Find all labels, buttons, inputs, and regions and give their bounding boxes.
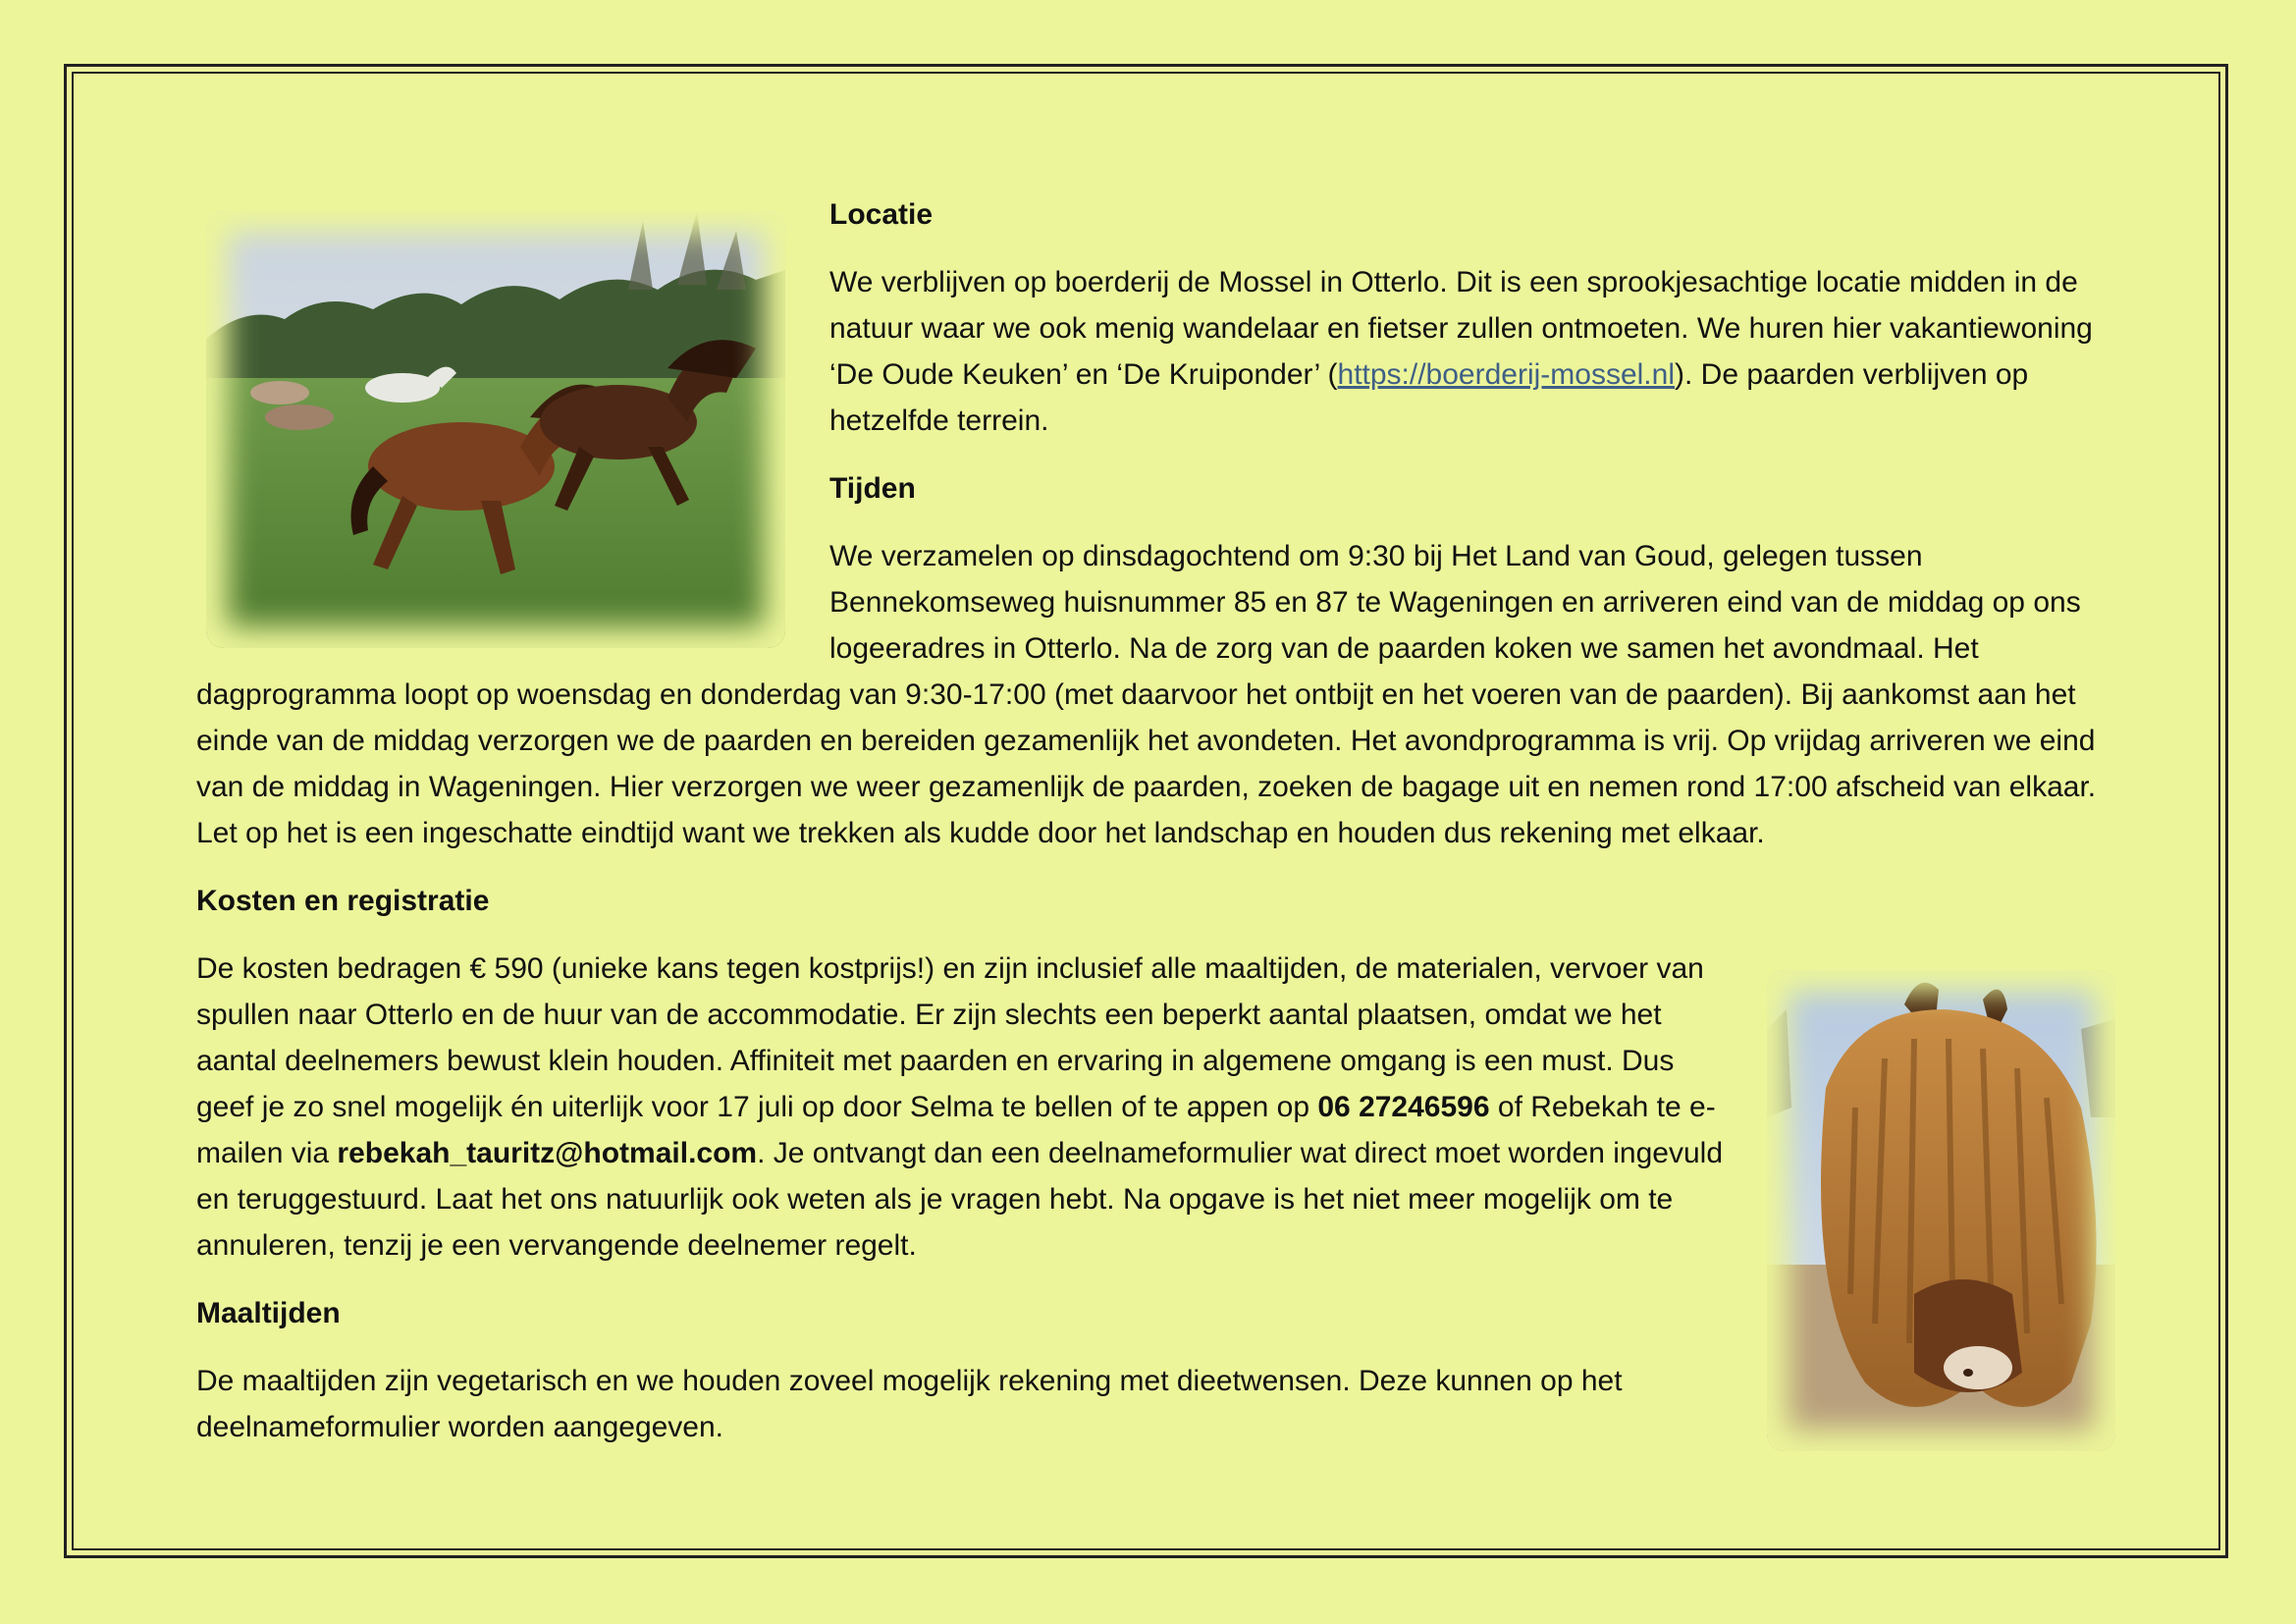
kosten-text-3: . Je ontvangt dan een deelnameformulier wat direct moet worden ingevuld en teruggestuurd. Laat het ons natuurlijk ook weten als je vragen hebt. Na opgave is het niet meer mogelijk om te annuleren, tenzij je een vervangende deelnemer regelt. [196,1137,1724,1262]
locatie-heading: Locatie [829,198,934,231]
locatie-text: We verblijven op boerderij de Mossel in Otterlo. Dit is een sprookjesachtige locatie midden in de natuur waar we ook menig wandelaar en fietser zullen ontmoeten. We huren hier vakantiewoning ‘De Oude Keuken’ en ‘De Kruiponder’ ( [829,266,2093,391]
tijden-heading: Tijden [829,472,916,505]
email-address: rebekah_tauritz@hotmail.com [337,1137,758,1169]
kosten-heading: Kosten en registratie [196,885,490,917]
locatie-text-end: ). De paarden verblijven op hetzelfde terrein. [829,358,2029,437]
maaltijden-paragraph: De maaltijden zijn vegetarisch en we houden zoveel mogelijk rekening met dieetwensen. Deze kunnen op het deelnameformulier worden aangegeven. [196,1365,1623,1443]
document-body [196,191,2106,1472]
tijden-paragraph: We verzamelen op dinsdagochtend om 9:30 bij Het Land van Goud, gelegen tussen Bennekomseweg huisnummer 85 en 87 te Wageningen en arriveren eind van de middag op ons logeeradres in Otterlo. Na de zorg van de paarden koken we samen het avondmaal. Het dagprogramma loopt op woensdag en donderdag van 9:30-17:00 (met daarvoor het ontbijt en het voeren van de paarden). Bij aankomst aan het einde van de middag verzorgen we de paarden en bereiden gezamenlijk het avondeten. Het avondprogramma is vrij. Op vrijdag arriveren we eind van de middag in Wageningen. Hier verzorgen we weer gezamenlijk de paarden, zoeken de bagage uit en nemen rond 17:00 afscheid van elkaar. Let op het is een ingeschatte eindtijd want we trekken als kudde door het landschap en houden dus rekening met elkaar. [196,540,2097,849]
maaltijden-heading: Maaltijden [196,1297,341,1329]
phone-number: 06 27246596 [1317,1091,1490,1123]
running-horses-photo [206,211,785,648]
kosten-text-2: of Rebekah te e-mailen via [196,1091,1716,1169]
pony-closeup-photo [1767,970,2115,1451]
kosten-text-1: De kosten bedragen € 590 (unieke kans tegen kostprijs!) en zijn inclusief alle maaltijden, de materialen, vervoer van spullen naar Otterlo en de huur van de accommodatie. Er zijn slechts een beperkt aantal plaatsen, omdat we het aantal deelnemers bewust klein houden. Affiniteit met paarden en ervaring in algemene omgang is een must. Dus geef je zo snel mogelijk én uiterlijk voor 17 juli op door Selma te bellen of te appen op [196,952,1704,1123]
boerderij-mossel-link[interactable]: https://boerderij-mossel.nl [1337,358,1675,391]
